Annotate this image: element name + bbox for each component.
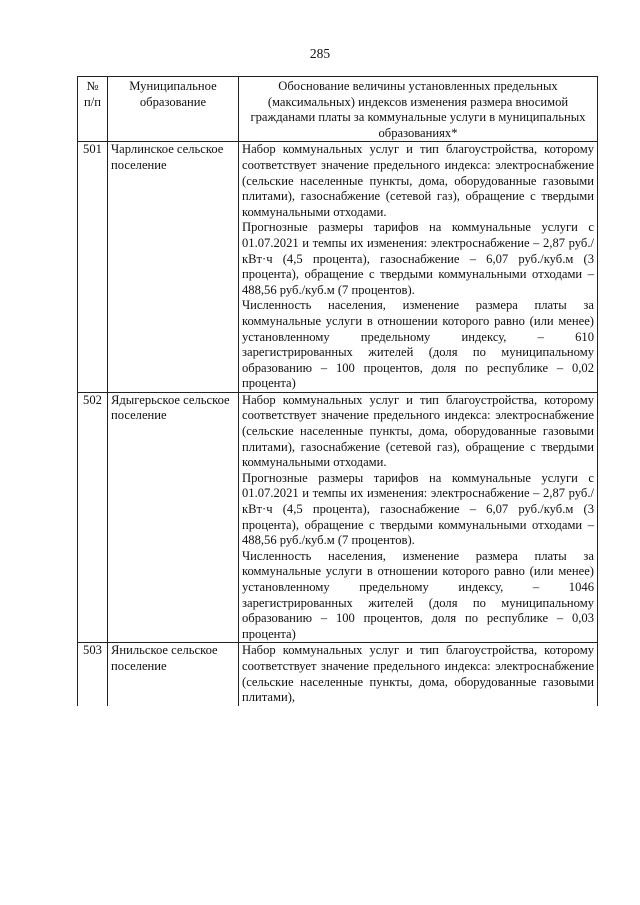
header-num: № п/п xyxy=(78,77,108,142)
municipality-name: Янильское сельское поселение xyxy=(108,643,239,706)
header-municipality: Муниципальное образование xyxy=(108,77,239,142)
table-header-row xyxy=(78,77,598,142)
table-row xyxy=(78,643,598,706)
justification-cell xyxy=(239,392,598,643)
services-paragraph: Набор коммунальных услуг и тип благоустройства, которому соответствует значение предельного индекса: электроснабжение (сельские населенные пункты, дома, оборудованные газовыми плитами), газоснабжение (сетевой газ), обращение с твердыми коммунальными отходами. xyxy=(242,392,594,470)
row-number: 503 xyxy=(78,643,108,706)
municipality-name: Ядыгерьское сельское поселение xyxy=(108,392,239,643)
municipality-name: Чарлинское сельское поселение xyxy=(108,142,239,393)
row-number: 502 xyxy=(78,392,108,643)
population-paragraph: Численность населения, изменение размера платы за коммунальные услуги в отношении которого равно (или менее) установленному предельному индексу, – 610 зарегистрированных жителей (доля по муниципальному образованию – 100 процентов, доля по республике – 0,02 процента) xyxy=(242,298,594,391)
justification-cell xyxy=(239,643,598,706)
table-row xyxy=(78,142,598,393)
table-row xyxy=(78,392,598,643)
services-paragraph: Набор коммунальных услуг и тип благоустройства, которому соответствует значение предельного индекса: электроснабжение (сельские населенные пункты, дома, оборудованные газовыми плитами), газоснабжение (сетевой газ), обращение с твердыми коммунальными отходами. xyxy=(242,142,594,219)
services-paragraph: Набор коммунальных услуг и тип благоустройства, которому соответствует значение предельного индекса: электроснабжение (сельские населенные пункты, дома, оборудованные газовыми плитами), xyxy=(242,643,594,705)
justification-cell xyxy=(239,142,598,393)
tariff-table xyxy=(77,76,598,706)
row-number: 501 xyxy=(78,142,108,393)
tariffs-paragraph: Прогнозные размеры тарифов на коммунальные услуги с 01.07.2021 и темпы их изменения: электроснабжение – 2,87 руб./кВт·ч (4,5 процента), газоснабжение – 6,07 руб./куб.м (3 процента), обращение с твердыми коммунальными отходами – 488,56 руб./куб.м (7 процентов). xyxy=(242,220,594,297)
tariffs-paragraph: Прогнозные размеры тарифов на коммунальные услуги с 01.07.2021 и темпы их изменения: электроснабжение – 2,87 руб./кВт·ч (4,5 процента), газоснабжение – 6,07 руб./куб.м (3 процента), обращение с твердыми коммунальными отходами – 488,56 руб./куб.м (7 процентов). xyxy=(242,470,594,548)
population-paragraph: Численность населения, изменение размера платы за коммунальные услуги в отношении которого равно (или менее) установленному предельному индексу, – 1046 зарегистрированных жителей (доля по муниципальному образованию – 100 процентов, доля по республике – 0,03 процента) xyxy=(242,548,594,641)
header-justification: Обоснование величины установленных предельных (максимальных) индексов изменения размера вносимой гражданами платы за коммунальные услуги в муниципальных образованиях* xyxy=(239,77,598,142)
page-number: 285 xyxy=(309,46,331,61)
